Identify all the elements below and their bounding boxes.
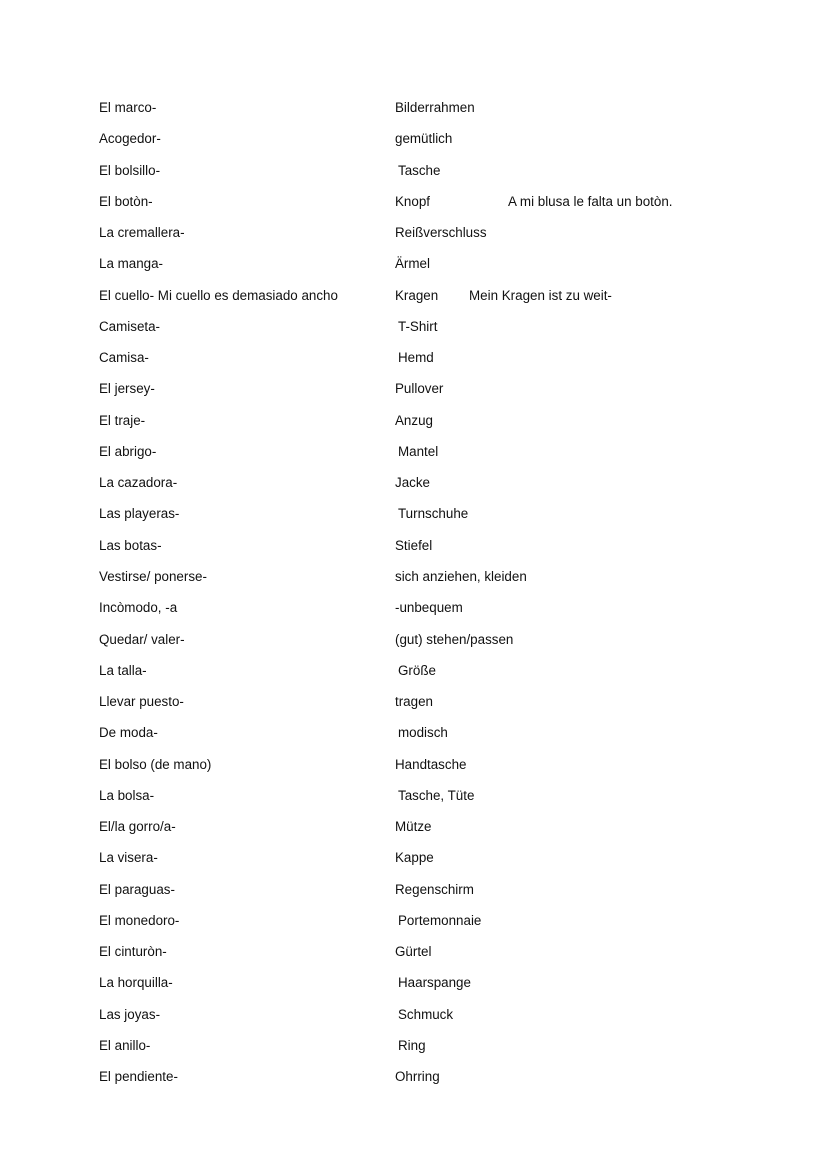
german-translation: Reißverschluss <box>395 225 487 241</box>
spanish-term: El jersey- <box>99 381 155 397</box>
vocabulary-row <box>99 661 799 692</box>
vocabulary-row <box>99 942 799 973</box>
spanish-term: Llevar puesto- <box>99 694 184 710</box>
spanish-term: La manga- <box>99 256 164 272</box>
vocabulary-row <box>99 1005 799 1036</box>
vocabulary-row <box>99 567 799 598</box>
german-translation: Haarspange <box>398 975 471 991</box>
spanish-term: Quedar/ valer- <box>99 631 185 647</box>
spanish-term: El paraguas- <box>99 881 175 897</box>
vocabulary-row <box>99 286 799 317</box>
vocabulary-row <box>99 880 799 911</box>
example-sentence: Mein Kragen ist zu weit- <box>469 287 612 303</box>
german-translation: Pullover <box>395 381 444 397</box>
vocabulary-row <box>99 1036 799 1067</box>
german-translation: Handtasche <box>395 756 467 772</box>
spanish-term: El anillo- <box>99 1037 151 1053</box>
vocabulary-row <box>99 911 799 942</box>
vocabulary-row <box>99 192 799 223</box>
german-translation: Kragen <box>395 287 439 303</box>
spanish-term: El pendiente- <box>99 1069 178 1085</box>
german-translation: Gürtel <box>395 944 432 960</box>
spanish-term: Camisa- <box>99 350 149 366</box>
vocabulary-row <box>99 379 799 410</box>
german-translation: Tasche, Tüte <box>398 787 475 803</box>
german-translation: Knopf <box>395 193 430 209</box>
spanish-term: Las playeras- <box>99 506 180 522</box>
spanish-term: El bolsillo- <box>99 162 161 178</box>
spanish-term: El/la gorro/a- <box>99 819 176 835</box>
spanish-term: La cremallera- <box>99 225 185 241</box>
vocabulary-row <box>99 223 799 254</box>
german-translation: Jacke <box>395 475 430 491</box>
vocabulary-row <box>99 755 799 786</box>
spanish-term: Incòmodo, -a <box>99 600 178 616</box>
spanish-term: El monedoro- <box>99 912 180 928</box>
vocabulary-list <box>99 98 799 1099</box>
spanish-term: La bolsa- <box>99 787 155 803</box>
vocabulary-row <box>99 973 799 1004</box>
spanish-term: Las joyas- <box>99 1006 161 1022</box>
vocabulary-row <box>99 317 799 348</box>
spanish-term: De moda- <box>99 725 158 741</box>
vocabulary-row <box>99 786 799 817</box>
vocabulary-row <box>99 442 799 473</box>
vocabulary-row <box>99 161 799 192</box>
german-translation: modisch <box>398 725 448 741</box>
spanish-term: El abrigo- <box>99 443 157 459</box>
spanish-term: Camiseta- <box>99 318 161 334</box>
spanish-term: El bolso (de mano) <box>99 756 212 772</box>
german-translation: Turnschuhe <box>398 506 469 522</box>
spanish-term: La talla- <box>99 662 147 678</box>
vocabulary-row <box>99 473 799 504</box>
spanish-term: Acogedor- <box>99 131 161 147</box>
german-translation: Kappe <box>395 850 434 866</box>
german-translation: sich anziehen, kleiden <box>395 568 527 584</box>
vocabulary-row <box>99 817 799 848</box>
german-translation: Schmuck <box>398 1006 454 1022</box>
german-translation: Mütze <box>395 819 432 835</box>
example-sentence: A mi blusa le falta un botòn. <box>508 193 673 209</box>
vocabulary-row <box>99 129 799 160</box>
vocabulary-row <box>99 254 799 285</box>
spanish-term: Vestirse/ ponerse- <box>99 568 207 584</box>
german-translation: Ärmel <box>395 256 430 272</box>
spanish-term: El botòn- <box>99 193 153 209</box>
german-translation: Stiefel <box>395 537 433 553</box>
german-translation: -unbequem <box>395 600 463 616</box>
german-translation: tragen <box>395 694 433 710</box>
spanish-term: Las botas- <box>99 537 162 553</box>
spanish-term: La visera- <box>99 850 158 866</box>
german-translation: Portemonnaie <box>398 912 482 928</box>
german-translation: Ohrring <box>395 1069 440 1085</box>
german-translation: (gut) stehen/passen <box>395 631 514 647</box>
german-translation: Bilderrahmen <box>395 100 475 115</box>
vocabulary-row <box>99 848 799 879</box>
spanish-term: La cazadora- <box>99 475 178 491</box>
vocabulary-row <box>99 411 799 442</box>
vocabulary-row <box>99 630 799 661</box>
german-translation: T-Shirt <box>398 318 438 334</box>
german-translation: Anzug <box>395 412 433 428</box>
spanish-term: El cuello- Mi cuello es demasiado ancho <box>99 287 338 303</box>
vocabulary-row <box>99 504 799 535</box>
vocabulary-row <box>99 692 799 723</box>
german-translation: Regenschirm <box>395 881 474 897</box>
vocabulary-row <box>99 536 799 567</box>
vocabulary-row <box>99 1067 799 1098</box>
vocabulary-row <box>99 98 799 129</box>
spanish-term: El traje- <box>99 412 146 428</box>
spanish-term: El cinturòn- <box>99 944 167 960</box>
vocabulary-row <box>99 723 799 754</box>
vocabulary-row <box>99 598 799 629</box>
german-translation: Größe <box>398 662 436 678</box>
spanish-term: La horquilla- <box>99 975 173 991</box>
german-translation: gemütlich <box>395 131 453 147</box>
german-translation: Ring <box>398 1037 426 1053</box>
german-translation: Hemd <box>398 350 434 366</box>
vocabulary-row <box>99 348 799 379</box>
german-translation: Mantel <box>398 443 439 459</box>
german-translation: Tasche <box>398 162 441 178</box>
spanish-term: El marco- <box>99 100 157 115</box>
